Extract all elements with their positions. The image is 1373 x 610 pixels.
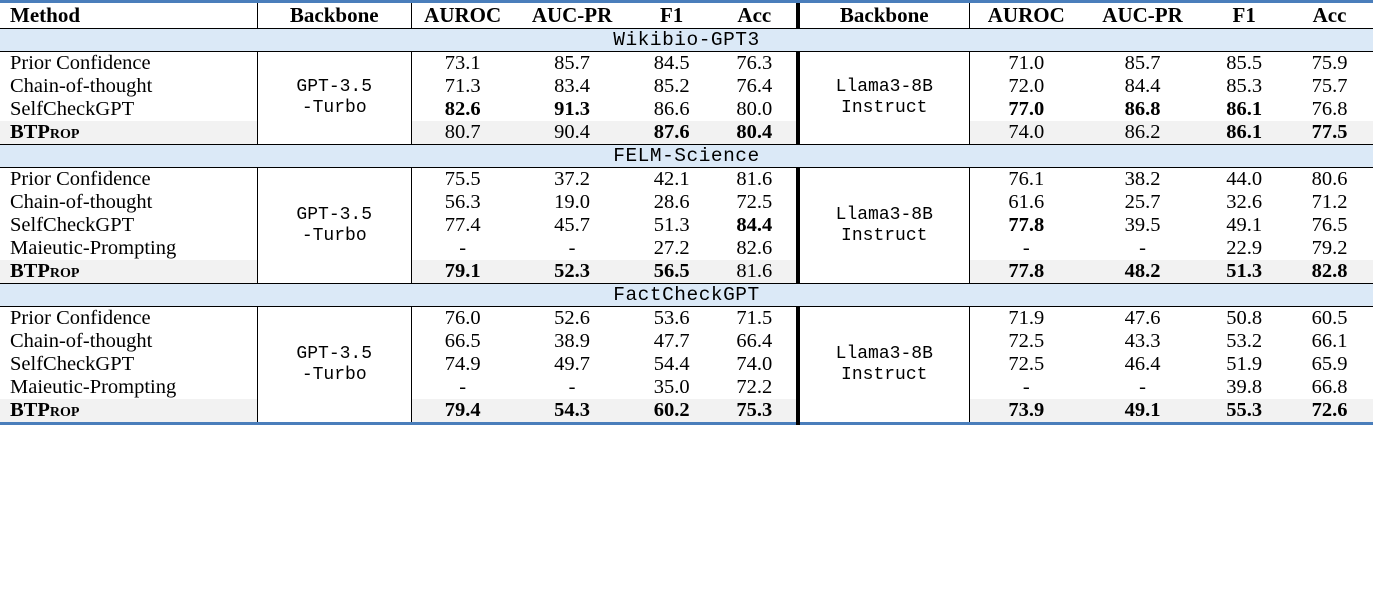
cell-left-f1: 47.7 [653, 330, 690, 352]
column-header-backbone-right: Backbone [798, 3, 970, 29]
cell-left-acc: 72.2 [736, 376, 773, 398]
cell-left-acc: 82.6 [736, 237, 773, 259]
cell-left-auc-pr: 49.7 [554, 353, 590, 375]
table-row [0, 214, 1373, 237]
backbone-left-line2: -Turbo [301, 225, 367, 246]
cell-left-auroc: 75.5 [411, 168, 514, 191]
cell-left-acc: 76.3 [736, 52, 773, 74]
backbone-left-line1: GPT-3.5 [296, 204, 373, 225]
cell-left-f1: 53.6 [653, 307, 690, 329]
cell-right-auc-pr: 43.3 [1124, 330, 1161, 352]
cell-right-acc: 76.8 [1311, 98, 1348, 120]
backbone-right-line2: Instruct [841, 98, 928, 118]
cell-left-auroc: 79.4 [411, 399, 514, 424]
table-row [0, 237, 1373, 260]
cell-right-f1: 39.8 [1226, 376, 1263, 398]
backbone-right-line2: Instruct [841, 225, 928, 246]
backbone-right-label [798, 52, 970, 145]
cell-right-auroc: - [969, 376, 1082, 399]
cell-left-auroc: 77.4 [411, 214, 514, 237]
method-name: SelfCheckGPT [10, 98, 135, 120]
cell-left-auroc: 79.1 [411, 260, 514, 284]
cell-left-auc-pr: 54.3 [514, 399, 631, 424]
cell-left-auc-pr: - [568, 376, 576, 398]
cell-right-auroc: 72.5 [969, 330, 1082, 353]
column-header-method: Method [10, 3, 80, 27]
cell-left-auroc: 71.3 [411, 75, 514, 98]
backbone-left-label [257, 52, 411, 145]
cell-right-acc: 66.8 [1311, 376, 1348, 398]
cell-right-auc-pr: 85.7 [1124, 52, 1161, 74]
cell-left-auroc: 56.3 [411, 191, 514, 214]
cell-right-auc-pr: 49.1 [1083, 399, 1203, 424]
cell-right-auroc: 74.0 [969, 121, 1082, 145]
cell-left-auc-pr: 38.9 [554, 330, 590, 352]
cell-right-auroc: 76.1 [969, 168, 1082, 191]
cell-right-auc-pr: 38.2 [1124, 168, 1161, 190]
cell-left-f1: 60.2 [630, 399, 713, 424]
backbone-right-label [798, 168, 970, 284]
backbone-left-line1: GPT-3.5 [296, 343, 373, 364]
cell-left-f1: 42.1 [653, 168, 690, 190]
cell-left-acc: 84.4 [736, 214, 773, 236]
table-row [0, 330, 1373, 353]
backbone-left-line2: -Turbo [301, 98, 367, 118]
column-header-left-f1: F1 [659, 3, 684, 27]
method-name: Chain-of-thought [10, 191, 153, 213]
cell-right-acc: 80.6 [1311, 168, 1348, 190]
cell-right-auc-pr: 25.7 [1124, 191, 1161, 213]
section-band-0 [0, 29, 1373, 52]
cell-left-auroc: 76.0 [411, 307, 514, 330]
cell-right-auroc: 77.8 [969, 260, 1082, 284]
cell-right-acc: 76.5 [1311, 214, 1348, 236]
cell-right-auc-pr: 47.6 [1124, 307, 1161, 329]
cell-right-f1: 86.1 [1226, 98, 1263, 120]
column-header-backbone-left: Backbone [257, 3, 411, 29]
table-row [0, 191, 1373, 214]
cell-right-auroc: 72.0 [969, 75, 1082, 98]
table-row [0, 353, 1373, 376]
method-name: SelfCheckGPT [10, 214, 135, 236]
cell-left-acc: 80.4 [713, 121, 798, 145]
cell-left-f1: 56.5 [630, 260, 713, 284]
table-row [0, 307, 1373, 330]
rule-cell [0, 424, 1373, 426]
cell-right-acc: 77.5 [1286, 121, 1373, 145]
cell-left-acc: 71.5 [736, 307, 773, 329]
cell-left-auc-pr: 91.3 [554, 98, 590, 120]
backbone-right-line1: Llama3-8B [835, 343, 933, 364]
method-name: Maieutic-Prompting [10, 376, 177, 398]
cell-left-f1: 54.4 [653, 353, 690, 375]
cell-left-auroc: 80.7 [411, 121, 514, 145]
cell-right-f1: 51.9 [1226, 353, 1263, 375]
column-header-left-auc-pr: AUC-PR [531, 3, 613, 27]
table-row [0, 75, 1373, 98]
cell-right-f1: 85.3 [1226, 75, 1263, 97]
cell-right-auc-pr: 86.8 [1124, 98, 1161, 120]
backbone-left-label [257, 168, 411, 284]
cell-right-auroc: 77.0 [969, 98, 1082, 121]
table-row [0, 168, 1373, 191]
cell-left-acc: 66.4 [736, 330, 773, 352]
column-header-right-f1: F1 [1232, 3, 1256, 27]
cell-left-acc: 74.0 [736, 353, 773, 375]
backbone-right-line1: Llama3-8B [835, 204, 933, 225]
table-row [0, 52, 1373, 75]
cell-left-f1: 84.5 [653, 52, 690, 74]
cell-right-f1: 49.1 [1226, 214, 1263, 236]
cell-right-acc: 79.2 [1311, 237, 1348, 259]
section-title: FELM-Science [0, 145, 1373, 168]
backbone-right-label [798, 307, 970, 424]
table-bottom-rule [0, 424, 1373, 426]
cell-right-acc: 75.9 [1311, 52, 1348, 74]
cell-right-f1: 53.2 [1226, 330, 1263, 352]
cell-left-auc-pr: 90.4 [514, 121, 631, 145]
cell-right-auroc: 73.9 [969, 399, 1082, 424]
table-row [0, 376, 1373, 399]
cell-right-auroc: 72.5 [969, 353, 1082, 376]
backbone-right-line2: Instruct [841, 364, 928, 385]
cell-left-f1: 85.2 [653, 75, 690, 97]
cell-right-auc-pr: 46.4 [1124, 353, 1161, 375]
cell-right-acc: 82.8 [1286, 260, 1373, 284]
table-row [0, 260, 1373, 284]
cell-left-f1: 86.6 [653, 98, 690, 120]
backbone-right-line1: Llama3-8B [835, 77, 933, 98]
section-band-1 [0, 145, 1373, 168]
cell-right-acc: 60.5 [1311, 307, 1348, 329]
cell-left-f1: 28.6 [653, 191, 690, 213]
cell-left-auroc: 82.6 [411, 98, 514, 121]
cell-right-auc-pr: 48.2 [1083, 260, 1203, 284]
cell-right-auc-pr: - [1139, 237, 1146, 259]
table-header-row [0, 3, 1373, 29]
cell-left-f1: 87.6 [630, 121, 713, 145]
cell-right-auroc: 71.0 [969, 52, 1082, 75]
method-name: Chain-of-thought [10, 330, 153, 352]
cell-right-f1: 44.0 [1226, 168, 1263, 190]
method-name: Maieutic-Prompting [10, 237, 177, 259]
cell-left-auroc: - [411, 376, 514, 399]
cell-left-acc: 75.3 [713, 399, 798, 424]
cell-left-auc-pr: 83.4 [554, 75, 590, 97]
table-row [0, 399, 1373, 424]
column-header-left-acc: Acc [737, 3, 772, 27]
section-title: Wikibio-GPT3 [0, 29, 1373, 52]
table-row [0, 98, 1373, 121]
column-header-left-auroc: AUROC [411, 3, 514, 29]
backbone-left-line2: -Turbo [301, 364, 367, 385]
method-name: BTProp [0, 399, 257, 424]
method-name: Prior Confidence [10, 168, 151, 190]
section-title: FactCheckGPT [0, 284, 1373, 307]
cell-right-auc-pr: - [1139, 376, 1146, 398]
cell-right-auc-pr: 39.5 [1124, 214, 1161, 236]
method-name: BTProp [0, 260, 257, 284]
cell-right-f1: 50.8 [1226, 307, 1263, 329]
backbone-left-line1: GPT-3.5 [296, 77, 373, 98]
table-row [0, 121, 1373, 145]
cell-left-f1: 27.2 [653, 237, 690, 259]
cell-left-acc: 72.5 [736, 191, 773, 213]
cell-left-acc: 76.4 [736, 75, 773, 97]
cell-right-auroc: 71.9 [969, 307, 1082, 330]
cell-right-auc-pr: 86.2 [1083, 121, 1203, 145]
method-name: SelfCheckGPT [10, 353, 135, 375]
cell-left-auc-pr: 52.6 [554, 307, 590, 329]
cell-right-f1: 22.9 [1226, 237, 1263, 259]
cell-right-acc: 75.7 [1311, 75, 1348, 97]
cell-right-acc: 66.1 [1311, 330, 1348, 352]
column-header-right-auroc: AUROC [969, 3, 1082, 29]
cell-right-auroc: - [969, 237, 1082, 260]
section-band-2 [0, 284, 1373, 307]
cell-left-auroc: - [411, 237, 514, 260]
column-header-right-auc-pr: AUC-PR [1102, 3, 1183, 27]
cell-left-auc-pr: 45.7 [554, 214, 590, 236]
cell-right-f1: 55.3 [1202, 399, 1286, 424]
cell-right-f1: 86.1 [1202, 121, 1286, 145]
cell-left-auc-pr: 19.0 [554, 191, 590, 213]
cell-left-auroc: 66.5 [411, 330, 514, 353]
cell-left-f1: 35.0 [653, 376, 690, 398]
cell-left-acc: 81.6 [736, 168, 773, 190]
cell-left-auc-pr: 52.3 [514, 260, 631, 284]
cell-left-auc-pr: 37.2 [554, 168, 590, 190]
cell-right-auc-pr: 84.4 [1124, 75, 1161, 97]
cell-right-f1: 85.5 [1226, 52, 1263, 74]
cell-left-acc: 81.6 [713, 260, 798, 284]
method-name: Chain-of-thought [10, 75, 153, 97]
cell-left-acc: 80.0 [736, 98, 773, 120]
cell-right-acc: 72.6 [1286, 399, 1373, 424]
cell-left-auc-pr: 85.7 [554, 52, 590, 74]
column-header-right-acc: Acc [1312, 3, 1347, 27]
method-name: Prior Confidence [10, 307, 151, 329]
cell-right-auroc: 77.8 [969, 214, 1082, 237]
cell-right-f1: 51.3 [1202, 260, 1286, 284]
cell-right-f1: 32.6 [1226, 191, 1263, 213]
cell-left-auroc: 73.1 [411, 52, 514, 75]
method-name: BTProp [0, 121, 257, 145]
cell-right-acc: 65.9 [1311, 353, 1348, 375]
cell-right-auroc: 61.6 [969, 191, 1082, 214]
method-name: Prior Confidence [10, 52, 151, 74]
cell-left-auroc: 74.9 [411, 353, 514, 376]
cell-right-acc: 71.2 [1311, 191, 1348, 213]
backbone-left-label [257, 307, 411, 424]
cell-left-f1: 51.3 [653, 214, 690, 236]
cell-left-auc-pr: - [568, 237, 576, 259]
